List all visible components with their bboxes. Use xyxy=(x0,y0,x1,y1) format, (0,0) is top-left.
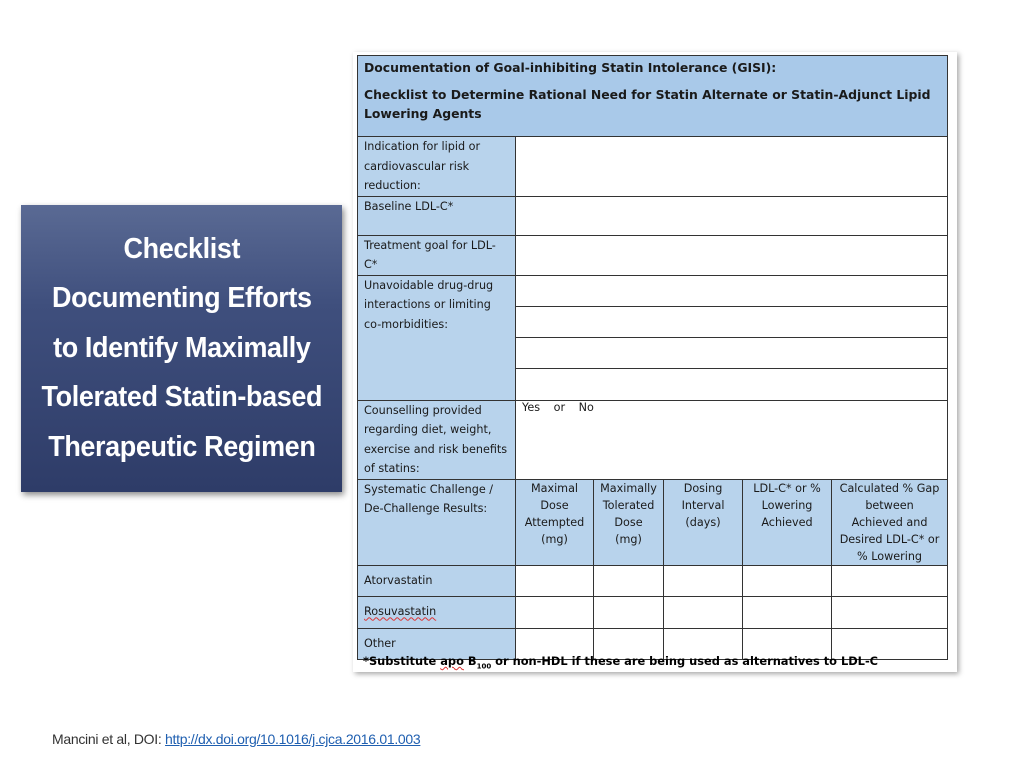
citation-prefix: Mancini et al, DOI: xyxy=(52,731,166,747)
baseline-row xyxy=(358,196,948,235)
counselling-label: Counselling provided regarding diet, weight, exercise and risk benefits of statins: xyxy=(358,400,516,479)
form-header-cell xyxy=(358,56,948,137)
column-header: Maximal Dose Attempted (mg) xyxy=(516,479,594,565)
interactions-field-1[interactable] xyxy=(516,275,948,306)
treatment-goal-label: Treatment goal for LDL-C* xyxy=(358,235,516,275)
footnote-b: B xyxy=(467,654,477,668)
doi-link[interactable]: http://dx.doi.org/10.1016/j.cjca.2016.01.003 xyxy=(165,731,421,747)
interactions-field-3[interactable] xyxy=(516,337,948,368)
footnote-sub: 100 xyxy=(476,662,492,671)
statin-label: Other xyxy=(358,628,516,659)
interactions-row xyxy=(358,275,948,306)
statin-cell[interactable] xyxy=(743,565,832,596)
baseline-label: Baseline LDL-C* xyxy=(358,196,516,235)
footnote-apo: apo xyxy=(440,654,464,668)
statin-label xyxy=(358,596,516,628)
counselling-field xyxy=(516,400,948,479)
statin-label-text: Rosuvastatin xyxy=(364,605,437,619)
title-line: Checklist xyxy=(123,232,240,265)
statin-row xyxy=(358,565,948,596)
footnote-suffix: or non-HDL if these are being used as alternatives to LDL-C xyxy=(495,654,879,668)
indication-row xyxy=(358,137,948,197)
indication-label: Indication for lipid or cardiovascular risk reduction: xyxy=(358,137,516,197)
statin-cell[interactable] xyxy=(832,565,948,596)
treatment-goal-field[interactable] xyxy=(516,235,948,275)
title-line: to Identify Maximally xyxy=(52,331,311,364)
statin-cell[interactable] xyxy=(516,565,594,596)
statin-row xyxy=(358,596,948,628)
title-line: Documenting Efforts xyxy=(51,282,312,315)
or-text: or xyxy=(553,400,566,414)
challenge-label: Systematic Challenge / De-Challenge Results: xyxy=(358,479,516,565)
statin-cell[interactable] xyxy=(832,596,948,628)
column-header: Dosing Interval (days) xyxy=(664,479,743,565)
form-header-subtitle: Checklist to Determine Rational Need for Statin Alternate or Statin-Adjunct Lipid Lowering Agents xyxy=(364,87,931,121)
column-header: Calculated % Gap between Achieved and Desired LDL-C* or % Lowering xyxy=(832,479,948,565)
footnote xyxy=(363,654,878,670)
title-line: Therapeutic Regimen xyxy=(47,430,316,463)
statin-cell[interactable] xyxy=(516,596,594,628)
challenge-header-row xyxy=(358,479,948,565)
title-box xyxy=(21,205,342,492)
statin-cell[interactable] xyxy=(664,596,743,628)
interactions-label: Unavoidable drug-drug interactions or limiting co-morbidities: xyxy=(358,275,516,400)
indication-field[interactable] xyxy=(516,137,948,197)
yes-option[interactable]: Yes xyxy=(522,400,541,414)
interactions-field-4[interactable] xyxy=(516,368,948,400)
statin-cell[interactable] xyxy=(664,565,743,596)
gisi-checklist-table xyxy=(357,55,948,660)
title-line: Tolerated Statin-based xyxy=(41,381,322,414)
no-option[interactable]: No xyxy=(578,400,594,414)
counselling-row xyxy=(358,400,948,479)
baseline-field[interactable] xyxy=(516,196,948,235)
treatment-goal-row xyxy=(358,235,948,275)
interactions-field-2[interactable] xyxy=(516,306,948,337)
slide-title xyxy=(41,225,322,473)
statin-cell[interactable] xyxy=(743,596,832,628)
statin-label: Atorvastatin xyxy=(358,565,516,596)
statin-cell[interactable] xyxy=(594,596,664,628)
footnote-prefix: *Substitute xyxy=(363,654,437,668)
form-header-title: Documentation of Goal-inhibiting Statin Intolerance (GISI): xyxy=(364,60,777,75)
statin-cell[interactable] xyxy=(594,565,664,596)
column-header: LDL-C* or % Lowering Achieved xyxy=(743,479,832,565)
citation xyxy=(52,731,420,747)
column-header: Maximally Tolerated Dose (mg) xyxy=(594,479,664,565)
form-header-row xyxy=(358,56,948,137)
